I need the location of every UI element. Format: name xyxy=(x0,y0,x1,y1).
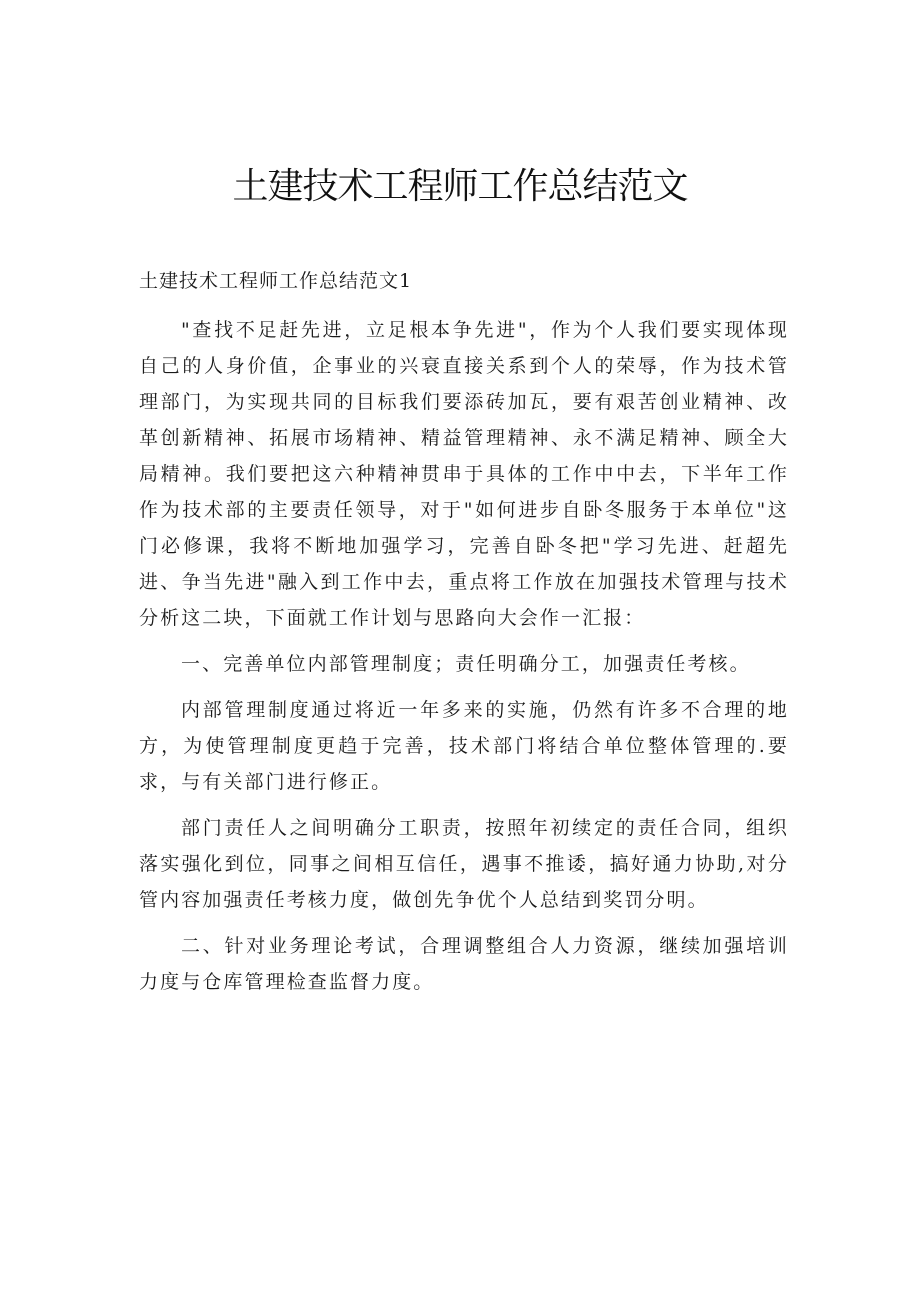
paragraph-responsibility: 部门责任人之间明确分工职责，按照年初续定的责任合同，组织落实强化到位，同事之间相互信任，遇事不推诿，搞好通力协助,对分管内容加强责任考核力度，做创先争优个人总结到奖罚分明。 xyxy=(139,817,789,911)
document-title: 土建技术工程师工作总结范文 xyxy=(232,166,688,207)
document-subtitle: 土建技术工程师工作总结范文1 xyxy=(139,270,413,292)
paragraph-section-two-heading: 二、针对业务理论考试，合理调整组合人力资源，继续加强培训力度与仓库管理检查监督力度。 xyxy=(139,935,789,993)
paragraph-management-system: 内部管理制度通过将近一年多来的实施，仍然有许多不合理的地方，为使管理制度更趋于完善，技术部门将结合单位整体管理的.要求，与有关部门进行修正。 xyxy=(139,699,789,793)
paragraph-intro: "查找不足赶先进，立足根本争先进"，作为个人我们要实现体现自己的人身价值，企事业的兴衰直接关系到个人的荣辱，作为技术管理部门，为实现共同的目标我们要添砖加瓦，要有艰苦创业精神、改革创新精神、拓展市场精神、精益管理精神、永不满足精神、顾全大局精神。我们要把这六种精神贯串于具体的工作中中去，下半年工作作为技术部的主要责任领导，对于"如何进步自卧冬服务于本单位"这门必修课，我将不断地加强学习，完善自卧冬把"学习先进、赶超先进、争当先进"融入到工作中去，重点将工作放在加强技术管理与技术分析这二块，下面就工作计划与思路向大会作一汇报： xyxy=(139,319,789,629)
paragraph-section-one-heading: 一、完善单位内部管理制度；责任明确分工，加强责任考核。 xyxy=(181,653,751,675)
document-body xyxy=(139,312,789,1010)
